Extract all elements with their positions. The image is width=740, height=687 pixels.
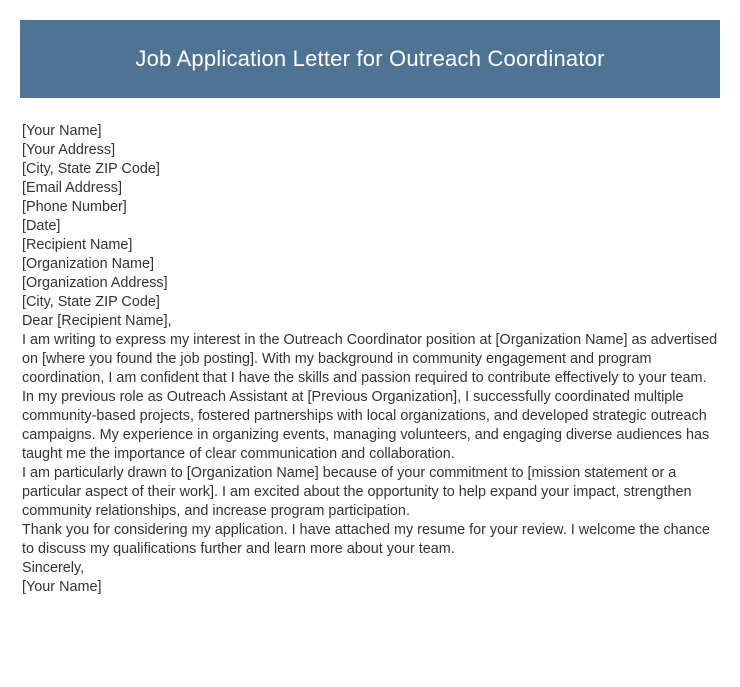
- salutation: Dear [Recipient Name],: [22, 313, 172, 329]
- recipient-line: [Organization Name]: [22, 256, 154, 272]
- letter-paragraph: Thank you for considering my application. I have attached my resume for your review. I welcome the chance to discuss my qualifications further and learn more about your team.: [22, 522, 710, 557]
- sender-line: [Email Address]: [22, 180, 122, 196]
- letter-paragraph: I am particularly drawn to [Organization Name] because of your commitment to [mission statement or a particular aspect of their work]. I am excited about the opportunity to help expand your impact, strengthen community relationships, and increase program participation.: [22, 465, 692, 519]
- recipient-address-block: [22, 236, 718, 312]
- document-header-band: [20, 20, 720, 98]
- recipient-line: [Organization Address]: [22, 275, 168, 291]
- closing: Sincerely,: [22, 560, 85, 576]
- date-line: [Date]: [22, 218, 61, 234]
- letter-paragraph: In my previous role as Outreach Assistant at [Previous Organization], I successfully coordinated multiple community-based projects, fostered partnerships with local organizations, and developed strategic outreach campaigns. My experience in organizing events, managing volunteers, and engaging diverse audiences has taught me the importance of clear communication and collaboration.: [22, 389, 710, 462]
- recipient-line: [Recipient Name]: [22, 237, 133, 253]
- letter-body: [0, 98, 740, 597]
- sender-line: [Your Address]: [22, 142, 116, 158]
- letter-paragraph: I am writing to express my interest in the Outreach Coordinator position at [Organization Name] as advertised on [where you found the job posting]. With my background in community engagement and program coordination, I am confident that I have the skills and passion required to contribute effectively to your team.: [22, 332, 718, 386]
- page-title: Job Application Letter for Outreach Coordinator: [135, 45, 605, 71]
- sender-address-block: [22, 122, 718, 236]
- sender-line: [Phone Number]: [22, 199, 127, 215]
- signature: [Your Name]: [22, 579, 102, 595]
- recipient-line: [City, State ZIP Code]: [22, 294, 160, 310]
- sender-line: [City, State ZIP Code]: [22, 161, 160, 177]
- document-page: [0, 20, 740, 687]
- sender-line: [Your Name]: [22, 123, 102, 139]
